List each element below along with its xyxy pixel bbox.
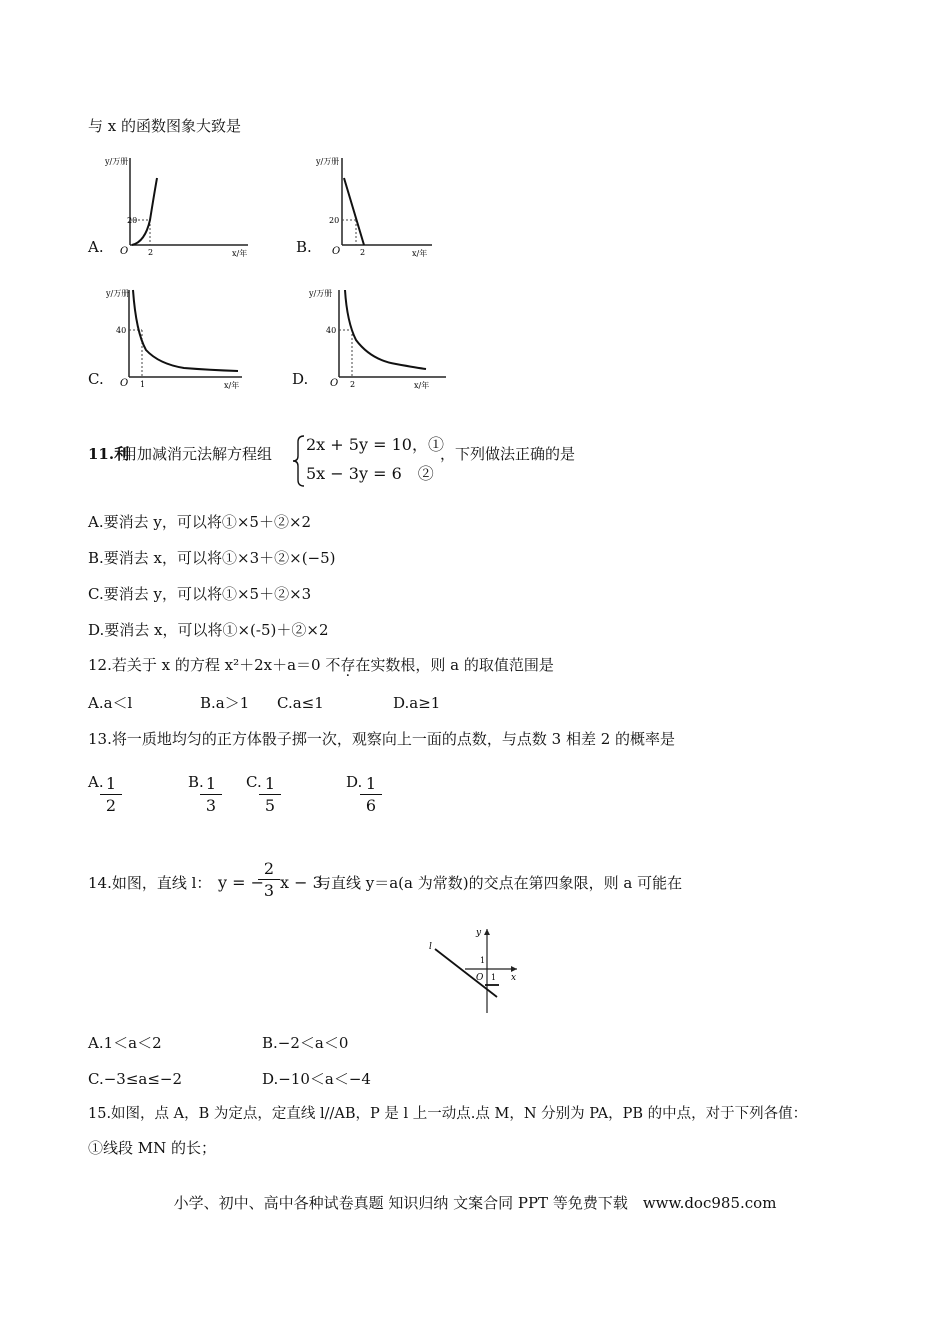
q11-eq1: 2x + 5y = 10，① (306, 435, 444, 454)
q13-a-num: 1 (100, 774, 122, 795)
graph-d-origin: O (330, 378, 339, 389)
graph-d-xlabel: x/年 (414, 381, 430, 390)
q13-b-num: 1 (200, 774, 222, 795)
intro-text: 与 x 的函数图象大致是 (88, 117, 241, 135)
q11-stem-after: ，下列做法正确的是 (440, 445, 576, 463)
fig-l-label: l (429, 942, 432, 952)
q13-option-c-label: C. (246, 773, 262, 791)
q11-stem-before: 用加减消元法解方程组 (122, 445, 273, 463)
q10-graph-a (100, 150, 250, 260)
q11-option-c: C.要消去 y，可以将①×5＋②×3 (88, 585, 312, 603)
fig-one-x: 1 (491, 973, 497, 982)
q10-option-b-label: B. (296, 238, 312, 256)
graph-c-xtick: 1 (140, 380, 146, 389)
graph-a-curve (132, 178, 157, 245)
q10-graph-b (312, 150, 462, 260)
q15-line1: 15.如图，点 A，B 为定点，定直线 l//AB，P 是 l 上一动点.点 M，N 分别为 PA，PB 的中点，对于下列各值： (88, 1106, 808, 1122)
q10-option-a-label: A. (88, 238, 104, 256)
graph-d-ytick: 40 (326, 326, 337, 335)
q12-option-a: A.a＜l (88, 694, 133, 712)
graph-d-curve (345, 290, 426, 369)
footer-text: 小学、初中、高中各种试卷真题 知识归纳 文案合同 PPT 等免费下载 www.doc985.com (173, 1194, 777, 1212)
graph-c-ytick: 40 (116, 326, 127, 335)
q13-c-num: 1 (259, 774, 281, 795)
fig-y-label: y (476, 928, 482, 938)
q13-d-den: 6 (365, 796, 377, 815)
q14-figure (425, 925, 520, 1015)
q12-stem-a: 12.若关于 x 的方程 x²＋2x＋a＝0 (88, 656, 326, 674)
q13-option-d-fraction (360, 774, 382, 817)
q13-a-den: 2 (105, 796, 117, 815)
q14-stem-b: 与直线 y＝a(a 为常数)的交点在第四象限，则 a 可能在 (316, 874, 683, 892)
q10-option-d-label: D. (292, 370, 309, 388)
graph-a-origin: O (120, 246, 129, 257)
q13-option-a-label: A. (88, 773, 104, 791)
graph-c-xlabel: x/年 (224, 381, 240, 390)
q14-stem-a: 14.如图，直线 l： (88, 874, 212, 892)
graph-a-ylabel: y/万册 (105, 157, 129, 166)
q13-d-num: 1 (360, 774, 382, 795)
q11-eq2: 5x − 3y = 6 ② (306, 464, 434, 483)
graph-b-xtick: 2 (360, 248, 366, 257)
q14-option-d: D.−10＜a＜−4 (262, 1070, 371, 1088)
fig-origin: O (476, 973, 484, 983)
q14-eq-num: 2 (258, 859, 280, 880)
q12-option-b: B.a＞1 (200, 694, 250, 712)
q15-line2: ①线段 MN 的长； (88, 1139, 217, 1157)
fig-one-y: 1 (480, 956, 486, 965)
q11-option-d: D.要消去 x，可以将①×(-5)＋②×2 (88, 621, 329, 639)
q11-option-b: B.要消去 x，可以将①×3＋②×(−5) (88, 549, 336, 567)
q14-eq-fraction (258, 859, 280, 902)
q10-graph-d (306, 282, 456, 392)
graph-c-origin: O (120, 378, 129, 389)
graph-c-ylabel: y/万册 (106, 289, 130, 298)
q13-c-den: 5 (264, 796, 276, 815)
system-brace-icon (292, 434, 306, 488)
q14-option-b: B.−2＜a＜0 (262, 1034, 349, 1052)
q14-eq-a: y = − (218, 873, 265, 892)
graph-b-line (344, 178, 364, 245)
q11-option-a: A.要消去 y，可以将①×5＋②×2 (88, 513, 312, 531)
q10-option-c-label: C. (88, 370, 104, 388)
q14-option-c: C.−3≤a≤−2 (88, 1070, 183, 1088)
fig-x-label: x (511, 973, 517, 983)
q14-eq-den: 3 (263, 881, 275, 900)
q12-stem (88, 655, 554, 675)
graph-a-ytick: 20 (127, 216, 138, 225)
graph-b-xlabel: x/年 (412, 249, 428, 258)
graph-b-ytick: 20 (329, 216, 340, 225)
q14-option-a: A.1＜a＜2 (88, 1034, 162, 1052)
q13-option-b-fraction (200, 774, 222, 817)
q12-stem-emphasis: 不存在 (325, 656, 371, 674)
q12-option-c: C.a≤1 (277, 694, 324, 712)
q11-number: 11.利 (88, 445, 130, 463)
q10-graph-c (104, 282, 254, 392)
q13-option-d-label: D. (346, 773, 363, 791)
graph-b-origin: O (332, 246, 341, 257)
graph-a-xlabel: x/年 (232, 249, 248, 258)
graph-a-xtick: 2 (148, 248, 154, 257)
q13-option-b-label: B. (188, 773, 204, 791)
graph-b-ylabel: y/万册 (316, 157, 340, 166)
q14-eq-b: x − 3 (280, 873, 323, 892)
graph-d-ylabel: y/万册 (309, 289, 333, 298)
q12-option-d: D.a≥1 (393, 694, 441, 712)
graph-c-curve (133, 290, 238, 371)
q13-stem: 13.将一质地均匀的正方体骰子掷一次，观察向上一面的点数，与点数 3 相差 2 的概率是 (88, 730, 676, 748)
q13-option-c-fraction (259, 774, 281, 817)
line-l (435, 949, 497, 997)
q13-b-den: 3 (205, 796, 217, 815)
q12-stem-b: 实数根，则 a 的取值范围是 (370, 656, 554, 674)
q13-option-a-fraction (100, 774, 122, 817)
graph-d-xtick: 2 (350, 380, 356, 389)
